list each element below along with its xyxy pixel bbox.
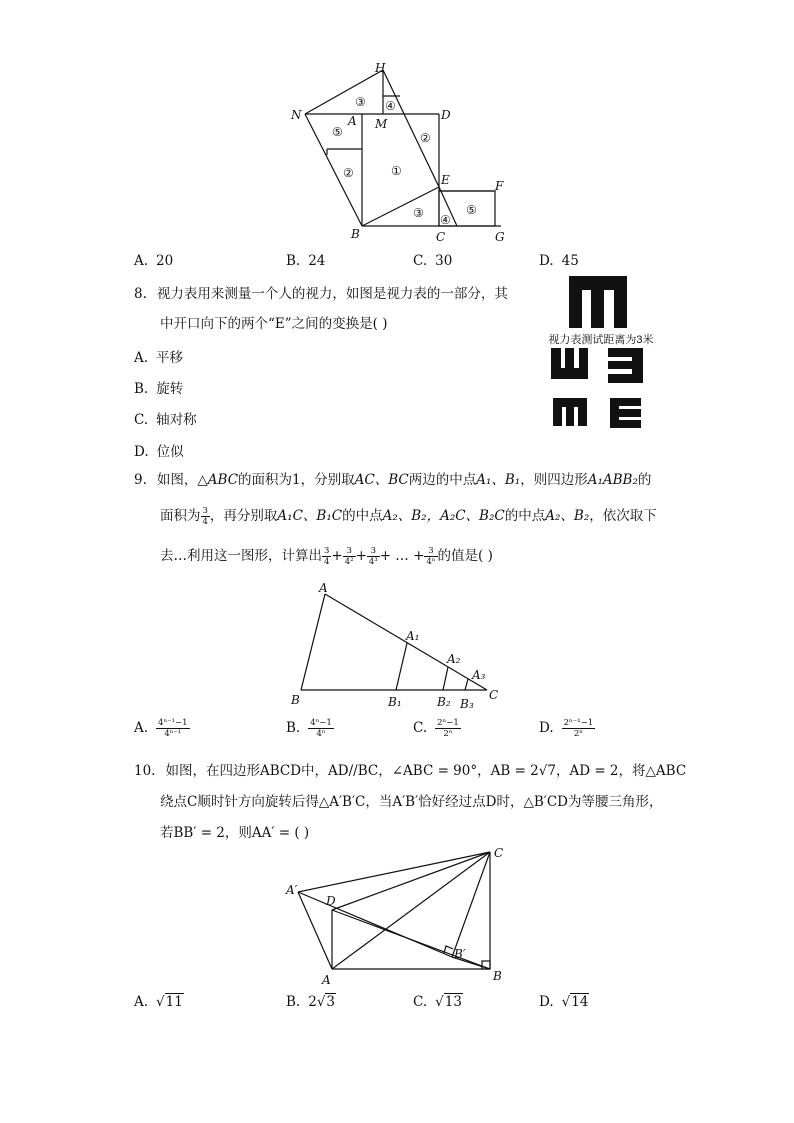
region-4a: ④ [385,99,396,113]
q9-option-c[interactable]: C. $\frac{\text{2ⁿ−1}}{\text{2ⁿ}}$ [413,718,459,739]
edge-AC [332,852,490,969]
label-A-prime: A′ [286,883,298,897]
q9-line3: 去…利用这一图形，计算出 $\frac{3}{4}$ + $\frac{3}{\text{4²}}$ + $\frac{3}{\text{4³}}$ + … + $\frac{3}{\text{4ⁿ}}$ 的值是( ) [160,546,493,567]
q7-option-b[interactable]: B. 24 [286,253,326,269]
q9-option-a[interactable]: A. $\frac{\text{4ⁿ⁻¹−1}}{\text{4ⁿ⁻¹}}$ [134,718,188,739]
q8-line1: 8. 视力表用来测量一个人的视力，如图是视力表的一部分，其 [134,286,508,302]
q10-option-c[interactable]: C. √13 [413,994,462,1010]
edge-BE [362,187,439,226]
e-symbol-down [553,398,587,426]
label-D: D [326,894,336,908]
region-1: ① [391,164,402,178]
label-B3: B₃ [460,697,474,711]
label-A: A [348,114,357,128]
q10-option-d[interactable]: D. √14 [539,994,589,1010]
label-B: B [351,227,360,241]
region-3a: ③ [355,95,366,109]
label-N: N [291,108,302,122]
edge-B1C [452,852,490,957]
q10-option-b[interactable]: B. 2√3 [286,994,336,1010]
q10-line3: 若BB′ = 2，则AA′ = ( ) [160,825,310,841]
region-2a: ② [420,131,431,145]
edge-A1B1 [298,892,452,957]
e-symbol-right [610,398,641,428]
q9-option-d[interactable]: D. $\frac{\text{2ⁿ⁻¹−1}}{\text{2ⁿ}}$ [539,718,594,739]
label-B: B [493,969,502,983]
edge-A1B1 [396,643,407,690]
edge-DC [332,852,490,910]
edge-AB [301,594,325,690]
label-C: C [436,230,446,244]
label-M: M [375,117,388,131]
q7-option-d[interactable]: D. 45 [539,253,579,269]
label-G: G [495,230,505,244]
q8-option-a[interactable]: A. 平移 [134,350,184,366]
q8-line2: 中开口向下的两个“E”之间的变换是( ) [160,316,388,332]
label-A1: A₁ [406,629,420,643]
e-symbol-left [608,348,643,383]
q10-option-a[interactable]: A. √11 [134,994,183,1010]
label-F: F [495,179,504,193]
fraction-3-4: $\frac{3}{4}$ [202,506,208,527]
q7-figure [280,58,520,248]
region-2b: ② [343,166,354,180]
q8-option-c[interactable]: C. 轴对称 [134,412,197,428]
q10-figure [280,842,510,987]
eye-chart [540,272,660,432]
label-C: C [489,688,499,702]
q10-line1: 10. 如图，在四边形ABCD中，AD//BC，∠ABC = 90°，AB = 2√7，AD = 2，将△ABC [134,763,687,779]
eye-chart-caption: 视力表测试距离为3米 [548,334,654,346]
q8-option-b[interactable]: B. 旋转 [134,381,184,397]
label-A2: A₂ [447,652,461,666]
region-5b: ⑤ [466,203,477,217]
label-A3: A₃ [472,668,486,682]
q10-line2: 绕点C顺时针方向旋转后得△A′B′C，当A′B′恰好经过点D时，△B′CD为等腰三角形， [160,794,663,810]
q7-option-a[interactable]: A. 20 [134,253,174,269]
e-symbol-up [551,348,588,379]
edge-A2B2 [443,667,448,690]
edge-A3B3 [465,679,468,690]
label-B2: B₂ [437,695,451,709]
label-A: A [322,973,331,987]
label-B1: B₁ [388,695,402,709]
q9-option-b[interactable]: B. $\frac{\text{4ⁿ−1}}{\text{4ⁿ}}$ [286,718,332,739]
label-D: D [441,108,451,122]
label-C: C [494,846,504,860]
q7-option-c[interactable]: C. 30 [413,253,453,269]
q9-figure [285,578,510,713]
label-E: E [441,173,450,187]
edge-A1C [298,852,490,892]
label-H: H [375,61,386,75]
q8-option-d[interactable]: D. 位似 [134,444,184,460]
region-3b: ③ [413,206,424,220]
label-B: B [291,693,300,707]
label-A: A [319,581,328,595]
region-4b: ④ [440,213,451,227]
label-B-prime: B′ [454,947,466,961]
q9-line2: 面积为 $\frac{3}{4}$ ，再分别取A₁C、B₁C的中点A₂、B₂，A₂C、B₂C的中点A₂、B₂，依次取下 [160,506,657,527]
edge-NH [305,70,383,114]
q9-line1: 9. 如图，△ABC的面积为1，分别取AC、BC两边的中点A₁、B₁，则四边形A₁ABB₂的 [134,472,652,488]
region-5a: ⑤ [332,125,343,139]
e-symbol-large-down [569,276,627,328]
